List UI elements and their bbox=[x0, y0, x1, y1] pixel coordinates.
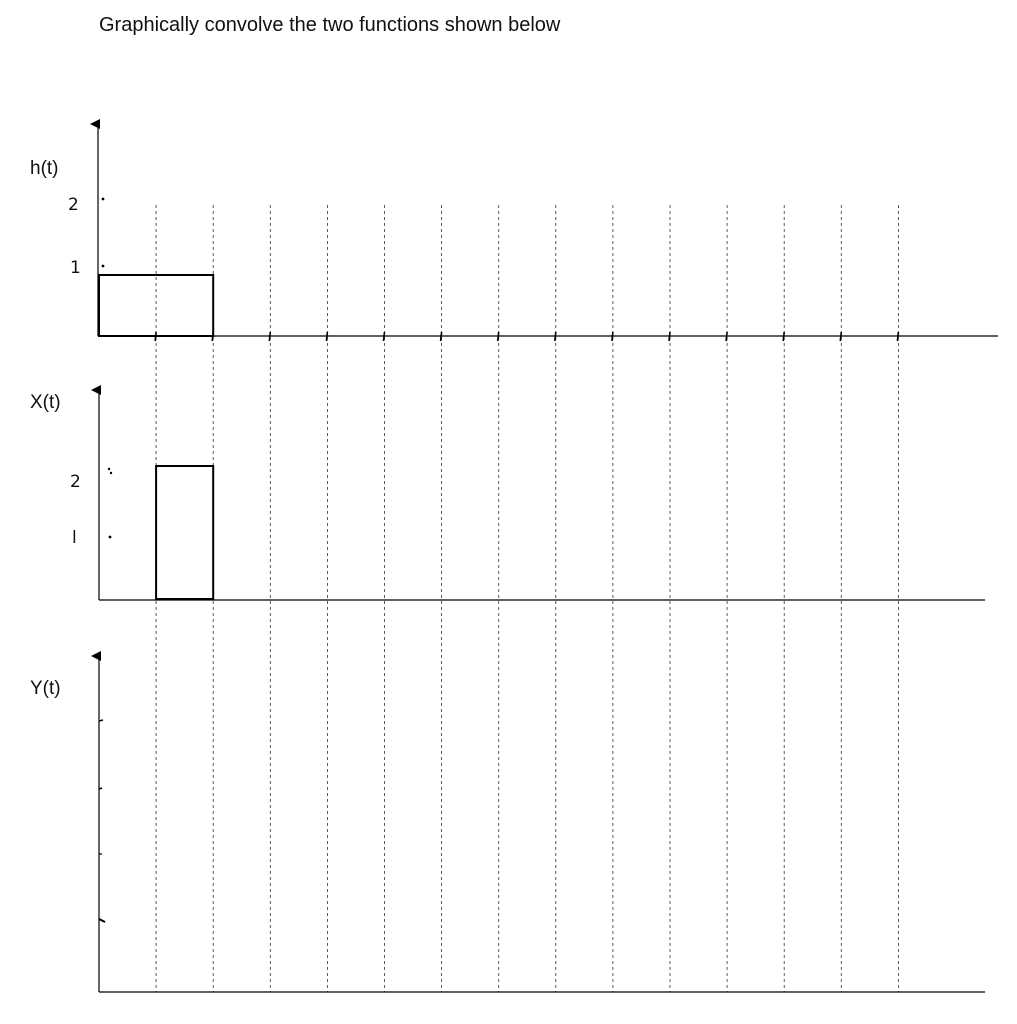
h-time-tick bbox=[441, 332, 442, 341]
y-plot bbox=[99, 656, 985, 992]
x-plot-label: X(t) bbox=[30, 392, 61, 413]
h-ytick-label-1: 1 bbox=[70, 258, 81, 278]
y-ytick-mark-a bbox=[99, 720, 103, 721]
x-ytick-mark-1 bbox=[109, 536, 112, 539]
x-ytick-label-2: 2 bbox=[70, 472, 81, 492]
problem-title: Graphically convolve the two functions shown below bbox=[99, 14, 561, 36]
x-ytick-mark-2 bbox=[108, 468, 110, 470]
h-time-tick bbox=[212, 332, 213, 341]
h-time-tick bbox=[612, 332, 613, 341]
h-time-tick bbox=[669, 332, 670, 341]
h-ytick-mark-1 bbox=[102, 265, 105, 268]
h-ytick-label-2: 2 bbox=[68, 195, 79, 215]
h-time-tick bbox=[326, 332, 327, 341]
x-ytick-mark-2b bbox=[110, 472, 112, 474]
h-time-tick bbox=[726, 332, 727, 341]
h-time-tick bbox=[498, 332, 499, 341]
h-plot-label: h(t) bbox=[30, 158, 59, 179]
h-time-tick bbox=[155, 332, 156, 341]
h-time-tick bbox=[897, 332, 898, 341]
x-ytick-label-1: l bbox=[72, 528, 77, 548]
x-plot bbox=[70, 390, 985, 600]
y-plot-label: Y(t) bbox=[30, 678, 61, 699]
h-time-tick bbox=[840, 332, 841, 341]
grid-lines bbox=[156, 205, 898, 992]
h-time-tick bbox=[384, 332, 385, 341]
h-time-tick bbox=[555, 332, 556, 341]
x-pulse bbox=[156, 466, 213, 599]
y-ytick-mark-b bbox=[99, 788, 102, 789]
h-time-tick bbox=[269, 332, 270, 341]
h-time-tick bbox=[783, 332, 784, 341]
h-plot bbox=[68, 124, 998, 341]
h-ytick-mark-2 bbox=[102, 198, 105, 201]
y-ytick-mark-d bbox=[99, 919, 105, 922]
